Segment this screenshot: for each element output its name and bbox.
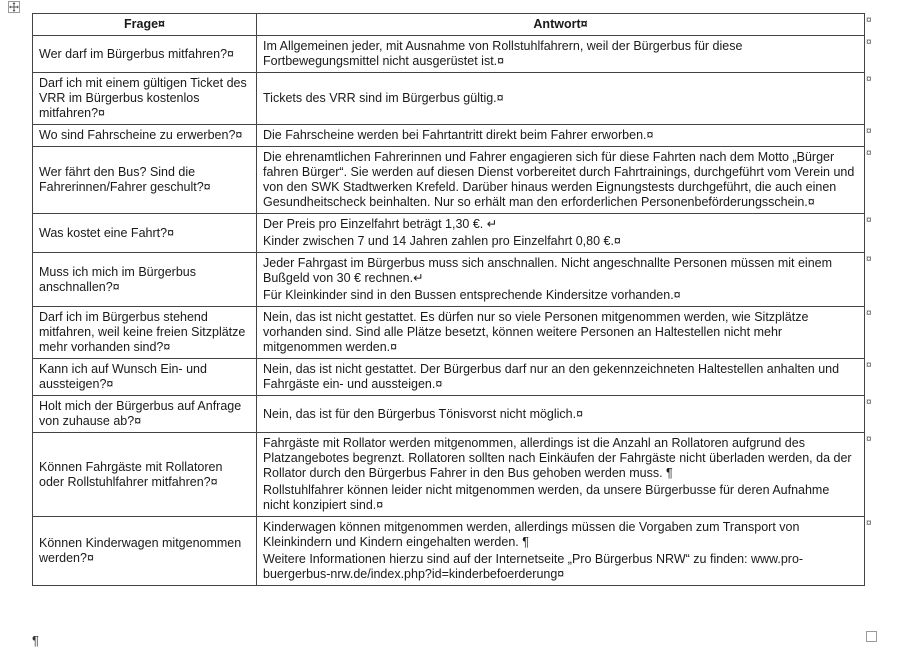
question-cell: Darf ich im Bürgerbus stehend mitfahren, weil keine freien Sitzplätze mehr vorhanden sind?¤ <box>33 307 257 359</box>
answer-paragraph: Jeder Fahrgast im Bürgerbus muss sich anschnallen. Nicht angeschnallte Personen müssen mit einem Bußgeld von 30 € rechnen.↵ <box>263 256 833 285</box>
answer-paragraph: Nein, das ist für den Bürgerbus Tönisvorst nicht möglich.¤ <box>263 406 584 421</box>
answer-paragraph: Kinder zwischen 7 und 14 Jahren zahlen pro Einzelfahrt 0,80 €.¤ <box>263 234 621 248</box>
header-question: Frage¤ <box>33 14 257 36</box>
row-end-mark: ¤ <box>866 37 872 48</box>
answer-cell <box>257 396 865 433</box>
table-row <box>33 36 865 73</box>
answer-paragraph: Tickets des VRR sind im Bürgerbus gültig.¤ <box>263 91 504 105</box>
answer-paragraph: Nein, das ist nicht gestattet. Es dürfen nur so viele Personen mitgenommen werden, wie Sitzplätze vorhanden sind. Sind alle Plätze besetzt, können weitere Personen an Haltestellen nicht mehr mitgenommen werden.¤ <box>263 310 809 354</box>
faq-table <box>32 13 865 586</box>
answer-cell <box>257 214 865 253</box>
final-paragraph-mark: ¶ <box>32 633 39 648</box>
row-end-mark: ¤ <box>866 126 872 137</box>
answer-paragraph: Die ehrenamtlichen Fahrerinnen und Fahrer engagieren sich für diese Fahrten nach dem Motto „Bürger fahren Bürger“. Sie werden auf diesen Dienst vorbereitet durch Fahrtrainings, durchgeführt vom Verein und von den SWK Stadtwerken Krefeld. Darüber hinaus werden Eignungstests durchgeführt, die auch einen Gesundheitscheck beinhalten. Nur so erhält man den erforderlichen Personenbeförderungsschein.¤ <box>263 150 855 209</box>
answer-cell <box>257 433 865 517</box>
row-end-mark: ¤ <box>866 397 872 408</box>
answer-paragraph: Fahrgäste mit Rollator werden mitgenommen, allerdings ist die Anzahl an Rollatoren aufgrund des Platzangebotes begrenzt. Rollatoren sollten nach Einkäufen der Fahrgäste nicht überladen werden, da der Rollator durch den Bürgerbus Fahrer in den Bus gehoben werden muss. ¶ <box>263 436 852 480</box>
table-row <box>33 433 865 517</box>
row-end-mark: ¤ <box>866 74 872 85</box>
answer-paragraph: Kinderwagen können mitgenommen werden, allerdings müssen die Vorgaben zum Transport von Kleinkindern und Kindern eingehalten werden. ¶ <box>263 520 800 549</box>
question-cell: Kann ich auf Wunsch Ein- und aussteigen?¤ <box>33 359 257 396</box>
table-row <box>33 359 865 396</box>
question-cell: Können Kinderwagen mitgenommen werden?¤ <box>33 517 257 586</box>
answer-paragraph: Der Preis pro Einzelfahrt beträgt 1,30 €. ↵ <box>263 217 498 231</box>
row-end-mark: ¤ <box>866 148 872 159</box>
table-move-handle-icon[interactable] <box>8 1 20 13</box>
table-row <box>33 253 865 307</box>
answer-cell <box>257 125 865 147</box>
answer-cell <box>257 359 865 396</box>
table-row <box>33 396 865 433</box>
row-end-mark: ¤ <box>866 360 872 371</box>
question-cell: Können Fahrgäste mit Rollatoren oder Rollstuhlfahrer mitfahren?¤ <box>33 433 257 517</box>
answer-cell <box>257 147 865 214</box>
answer-cell <box>257 73 865 125</box>
question-cell: Darf ich mit einem gültigen Ticket des VRR im Bürgerbus kostenlos mitfahren?¤ <box>33 73 257 125</box>
row-end-mark: ¤ <box>866 518 872 529</box>
question-cell: Wo sind Fahrscheine zu erwerben?¤ <box>33 125 257 147</box>
header-answer: Antwort¤ <box>257 14 865 36</box>
answer-paragraph: Die Fahrscheine werden bei Fahrtantritt direkt beim Fahrer erworben.¤ <box>263 128 654 142</box>
table-row <box>33 125 865 147</box>
table-body <box>33 36 865 586</box>
answer-paragraph: Für Kleinkinder sind in den Bussen entsprechende Kindersitze vorhanden.¤ <box>263 288 681 302</box>
answer-paragraph: Nein, das ist nicht gestattet. Der Bürgerbus darf nur an den gekennzeichneten Haltestellen anhalten und Fahrgäste ein- und aussteigen.¤ <box>263 362 840 391</box>
question-cell: Wer fährt den Bus? Sind die Fahrerinnen/Fahrer geschult?¤ <box>33 147 257 214</box>
answer-cell <box>257 253 865 307</box>
answer-paragraph: Rollstuhlfahrer können leider nicht mitgenommen werden, da unsere Bürgerbusse für deren Aufnahme nicht konzipiert sind.¤ <box>263 483 830 512</box>
table-row <box>33 73 865 125</box>
answer-paragraph: Im Allgemeinen jeder, mit Ausnahme von Rollstuhlfahrern, weil der Bürgerbus für diese Fortbewegungsmittel nicht ausgerüstet ist.¤ <box>263 39 743 68</box>
table-row <box>33 147 865 214</box>
answer-cell <box>257 517 865 586</box>
table-resize-handle-icon[interactable] <box>866 631 877 642</box>
table-row <box>33 307 865 359</box>
row-end-mark: ¤ <box>866 15 872 26</box>
row-end-mark: ¤ <box>866 254 872 265</box>
question-cell: Wer darf im Bürgerbus mitfahren?¤ <box>33 36 257 73</box>
answer-paragraph: Weitere Informationen hierzu sind auf der Internetseite „Pro Bürgerbus NRW“ zu finden: www.pro-buergerbus-nrw.de/index.php?id=kinderbefoerderung¤ <box>263 552 804 581</box>
row-end-mark: ¤ <box>866 215 872 226</box>
table-header-row <box>33 14 865 36</box>
answer-cell <box>257 307 865 359</box>
row-end-mark: ¤ <box>866 308 872 319</box>
answer-cell <box>257 36 865 73</box>
row-end-mark: ¤ <box>866 434 872 445</box>
question-cell: Was kostet eine Fahrt?¤ <box>33 214 257 253</box>
question-cell: Muss ich mich im Bürgerbus anschnallen?¤ <box>33 253 257 307</box>
question-cell: Holt mich der Bürgerbus auf Anfrage von zuhause ab?¤ <box>33 396 257 433</box>
table-row <box>33 214 865 253</box>
table-row <box>33 517 865 586</box>
